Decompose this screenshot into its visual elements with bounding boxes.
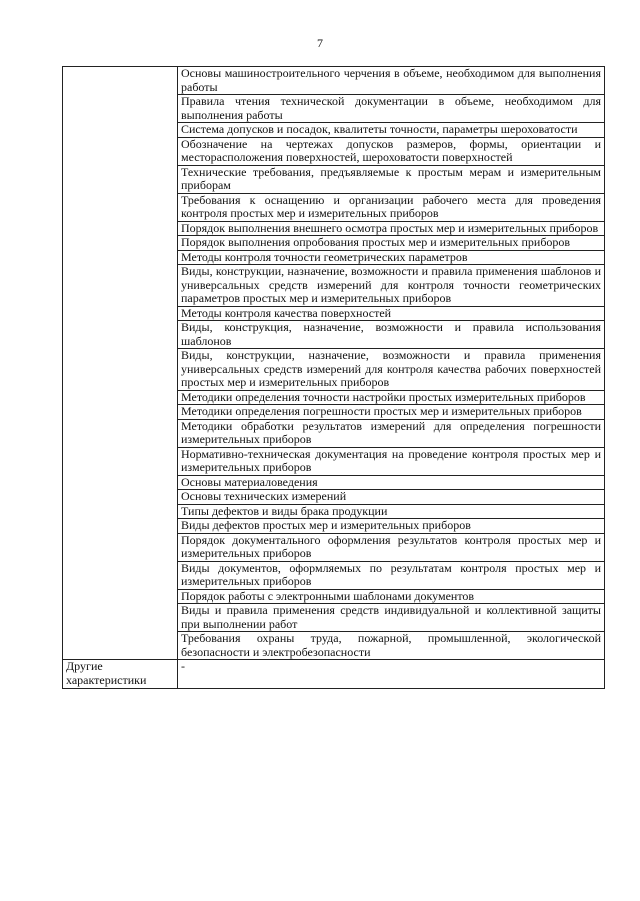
knowledge-item: Виды, конструкции, назначение, возможности и правила применения шаблонов и универсальных средств измерений для контроля точности геометрических параметров простых мер и измерительных приборов (178, 265, 605, 307)
knowledge-item: Методы контроля точности геометрических параметров (178, 250, 605, 265)
knowledge-item: Порядок выполнения опробования простых мер и измерительных приборов (178, 236, 605, 251)
knowledge-item: Требования охраны труда, пожарной, промышленной, экологической безопасности и электробезопасности (178, 632, 605, 660)
knowledge-item: Методы контроля качества поверхностей (178, 306, 605, 321)
knowledge-item: Порядок документального оформления результатов контроля простых мер и измерительных приборов (178, 533, 605, 561)
knowledge-item: Виды дефектов простых мер и измерительных приборов (178, 519, 605, 534)
knowledge-item: Типы дефектов и виды брака продукции (178, 504, 605, 519)
knowledge-item: Виды и правила применения средств индивидуальной и коллективной защиты при выполнении работ (178, 604, 605, 632)
knowledge-item: Нормативно-техническая документация на проведение контроля простых мер и измерительных приборов (178, 447, 605, 475)
knowledge-item: Виды документов, оформляемых по результатам контроля простых мер и измерительных приборов (178, 561, 605, 589)
knowledge-item: Методики определения погрешности простых мер и измерительных приборов (178, 405, 605, 420)
table-row-other-characteristics (63, 660, 605, 689)
other-characteristics-value: - (178, 660, 605, 689)
knowledge-item: Основы материаловедения (178, 475, 605, 490)
knowledge-item: Методики определения точности настройки простых измерительных приборов (178, 390, 605, 405)
table-row (63, 67, 605, 95)
other-characteristics-label: Другие характеристики (63, 660, 178, 689)
knowledge-item: Технические требования, предъявляемые к простым мерам и измерительным приборам (178, 165, 605, 193)
knowledge-item: Система допусков и посадок, квалитеты точности, параметры шероховатости (178, 123, 605, 138)
knowledge-item: Требования к оснащению и организации рабочего места для проведения контроля простых мер и измерительных приборов (178, 193, 605, 221)
requirements-table (62, 66, 605, 689)
knowledge-item: Правила чтения технической документации в объеме, необходимом для выполнения работы (178, 95, 605, 123)
knowledge-item: Виды, конструкция, назначение, возможности и правила использования шаблонов (178, 321, 605, 349)
knowledge-item: Обозначение на чертежах допусков размеров, формы, ориентации и месторасположения поверхностей, шероховатости поверхностей (178, 137, 605, 165)
page-number: 7 (317, 36, 323, 50)
knowledge-label-cell (63, 67, 178, 660)
requirements-table-body (63, 67, 605, 689)
knowledge-item: Основы машиностроительного черчения в объеме, необходимом для выполнения работы (178, 67, 605, 95)
knowledge-item: Порядок выполнения внешнего осмотра простых мер и измерительных приборов (178, 221, 605, 236)
knowledge-item: Порядок работы с электронными шаблонами документов (178, 589, 605, 604)
knowledge-item: Основы технических измерений (178, 490, 605, 505)
knowledge-item: Виды, конструкции, назначение, возможности и правила применения универсальных средств измерений для контроля качества рабочих поверхностей простых мер и измерительных приборов (178, 349, 605, 391)
knowledge-item: Методики обработки результатов измерений для определения погрешности измерительных приборов (178, 419, 605, 447)
